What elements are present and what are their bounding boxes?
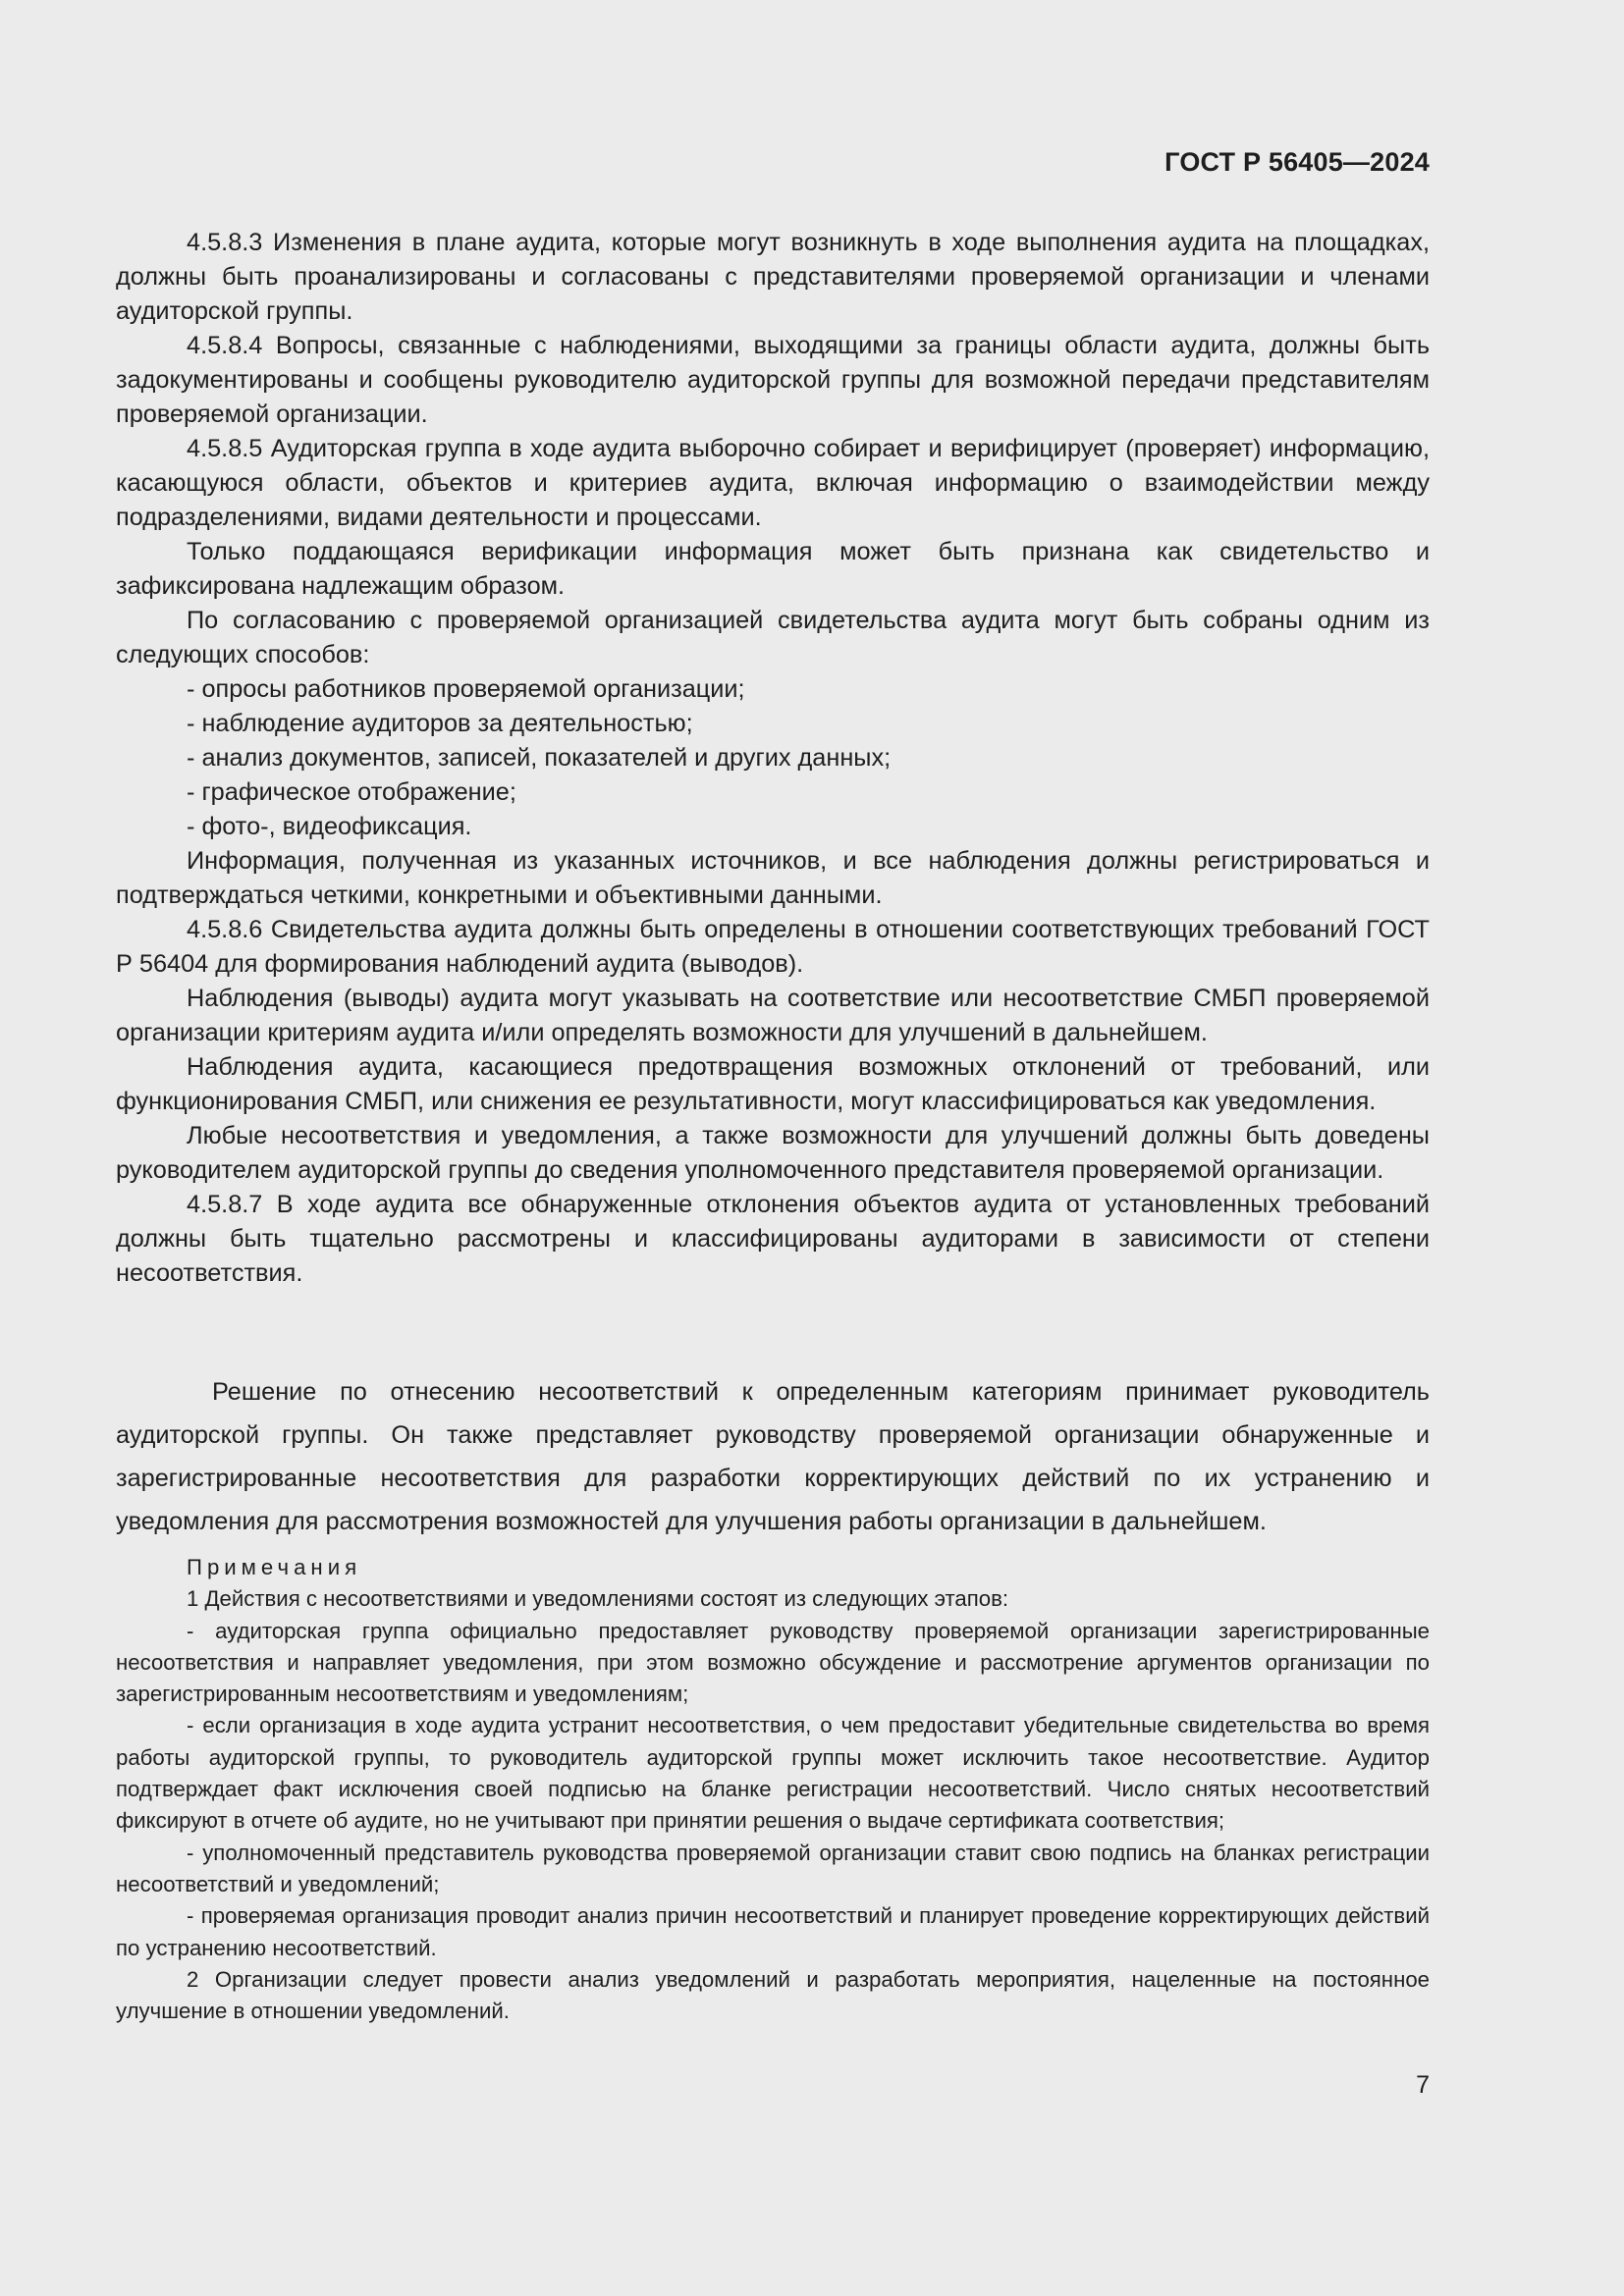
paragraph: Информация, полученная из указанных источников, и все наблюдения должны регистрироваться и подтверждаться четкими, конкретными и объективными данными.: [116, 847, 1430, 909]
note-item: 1 Действия с несоответствиями и уведомлениями состоят из следующих этапов:: [187, 1586, 1009, 1612]
paragraph: Только поддающаяся верификации информация может быть признана как свидетельство и зафиксирована надлежащим образом.: [116, 538, 1430, 600]
paragraph-4-5-8-3: 4.5.8.3 Изменения в плане аудита, которые могут возникнуть в ходе выполнения аудита на площадках, должны быть проанализированы и согласованы с представителями проверяемой организации и членами аудиторской группы.: [116, 229, 1430, 325]
list-item: - опросы работников проверяемой организации;: [187, 675, 745, 703]
note-item: - проверяемая организация проводит анализ причин несоответствий и планирует проведение корректирующих действий по устранению несоответствий.: [116, 1903, 1430, 1960]
list-item: - графическое отображение;: [187, 778, 516, 806]
note-item: - уполномоченный представитель руководства проверяемой организации ставит свою подпись на бланках регистрации несоответствий и уведомлений;: [116, 1840, 1430, 1896]
paragraph-4-5-8-5: 4.5.8.5 Аудиторская группа в ходе аудита выборочно собирает и верифицирует (проверяет) информацию, касающуюся области, объектов и критериев аудита, включая информацию о взаимодействии между подразделениями, видами деятельности и процессами.: [116, 435, 1430, 531]
decision-paragraph: Решение по отнесению несоответствий к определенным категориям принимает руководитель аудиторской группы. Он также представляет руководству проверяемой организации обнаруженные и зарегистрированные несоответствия для разработки корректирующих действий по их устранению и уведомления для рассмотрения возможностей для улучшения работы организации в дальнейшем.: [116, 1378, 1430, 1535]
list-item: - анализ документов, записей, показателей и других данных;: [187, 744, 892, 772]
page-number: 7: [1416, 2071, 1430, 2099]
decision-text: [116, 1370, 1430, 1543]
notes-section: [116, 1552, 1430, 2027]
notes-title: Примечания: [187, 1555, 362, 1579]
paragraph: По согласованию с проверяемой организацией свидетельства аудита могут быть собраны одним из следующих способов:: [116, 607, 1430, 668]
main-text: [116, 226, 1430, 1291]
list-item: - фото-, видеофиксация.: [187, 813, 472, 840]
note-item: - если организация в ходе аудита устранит несоответствия, о чем предоставит убедительные свидетельства во время работы аудиторской группы, то руководитель аудиторской группы может исключить такое несоответствие. Аудитор подтверждает факт исключения своей подписью на бланке регистрации несоответствий. Число снятых несоответствий фиксируют в отчете об аудите, но не учитывают при принятии решения о выдаче сертификата соответствия;: [116, 1713, 1430, 1834]
list-item: - наблюдение аудиторов за деятельностью;: [187, 710, 693, 737]
paragraph-4-5-8-6: 4.5.8.6 Свидетельства аудита должны быть определены в отношении соответствующих требований ГОСТ Р 56404 для формирования наблюдений аудита (выводов).: [116, 916, 1430, 978]
note-item: - аудиторская группа официально предоставляет руководству проверяемой организации зарегистрированные несоответствия и направляет уведомления, при этом возможно обсуждение и рассмотрение аргументов организации по зарегистрированным несоответствиям и уведомлениям;: [116, 1618, 1430, 1707]
document-code: ГОСТ Р 56405—2024: [1164, 147, 1430, 177]
paragraph-4-5-8-4: 4.5.8.4 Вопросы, связанные с наблюдениями, выходящими за границы области аудита, должны быть задокументированы и сообщены руководителю аудиторской группы для возможной передачи представителям проверяемой организации.: [116, 332, 1430, 428]
note-item: 2 Организации следует провести анализ уведомлений и разработать мероприятия, нацеленные на постоянное улучшение в отношении уведомлений.: [116, 1966, 1430, 2024]
paragraph-4-5-8-7: 4.5.8.7 В ходе аудита все обнаруженные отклонения объектов аудита от установленных требований должны быть тщательно рассмотрены и классифицированы аудиторами в зависимости от степени несоответствия.: [116, 1191, 1430, 1287]
paragraph: Любые несоответствия и уведомления, а также возможности для улучшений должны быть доведены руководителем аудиторской группы до сведения уполномоченного представителя проверяемой организации.: [116, 1122, 1430, 1184]
paragraph: Наблюдения (выводы) аудита могут указывать на соответствие или несоответствие СМБП проверяемой организации критериям аудита и/или определять возможности для улучшений в дальнейшем.: [116, 985, 1430, 1046]
paragraph: Наблюдения аудита, касающиеся предотвращения возможных отклонений от требований, или функционирования СМБП, или снижения ее результативности, могут классифицироваться как уведомления.: [116, 1053, 1430, 1115]
